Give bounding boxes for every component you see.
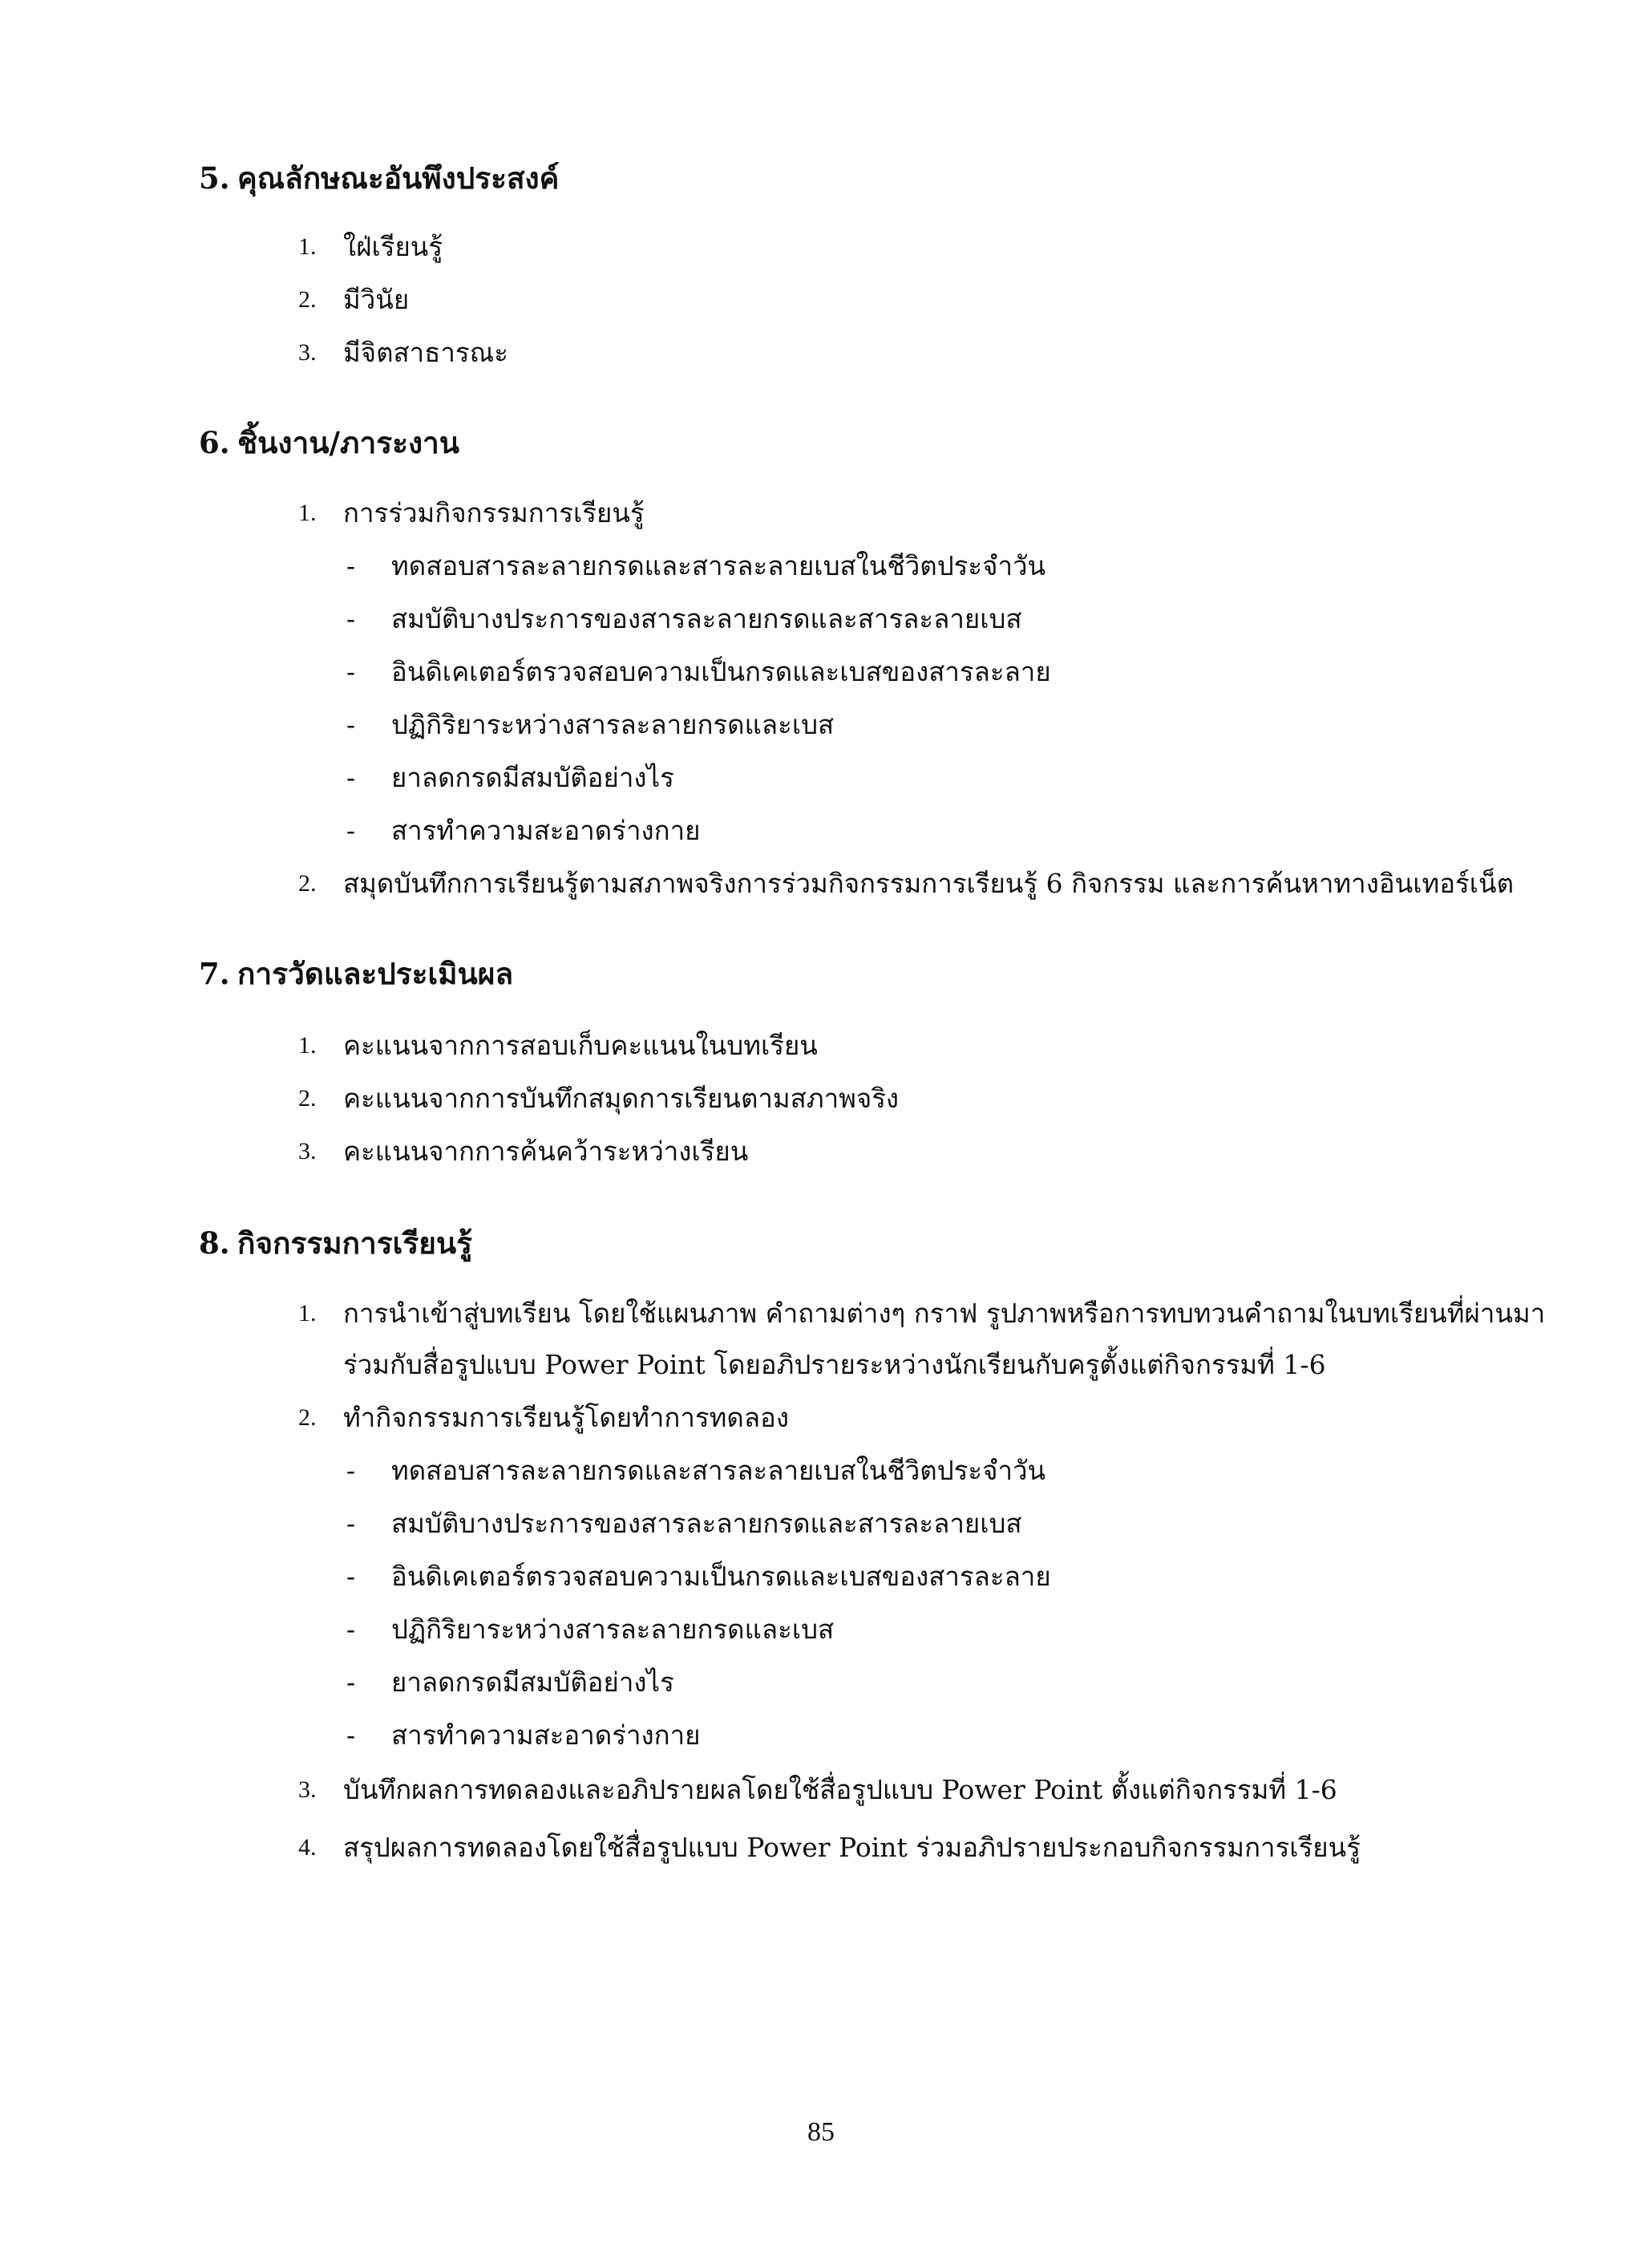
item-number: 3. (298, 339, 317, 366)
dash-bullet: - (346, 709, 356, 740)
dash-bullet: - (346, 762, 356, 793)
section-number: 8. (199, 1225, 230, 1261)
item-number: 1. (298, 1032, 317, 1059)
section-6-heading (199, 423, 459, 462)
item-number: 4. (298, 1834, 317, 1861)
dash-bullet: - (346, 1508, 356, 1539)
item-number: 2. (298, 286, 317, 313)
sub-item-text: สารทำความสะอาดร่างกาย (391, 1719, 701, 1751)
item-number: 1. (298, 233, 317, 260)
page-number: 85 (807, 2117, 835, 2147)
sub-item-text: ยาลดกรดมีสมบัติอย่างไร (391, 762, 674, 793)
dash-bullet: - (346, 550, 356, 581)
section-8-heading (199, 1224, 472, 1262)
item-number: 1. (298, 1300, 317, 1326)
sub-item-text: ปฏิกิริยาระหว่างสารละลายกรดและเบส (391, 709, 835, 740)
section-title: คุณลักษณะอันพึงประสงค์ (237, 160, 560, 196)
item-number: 1. (298, 500, 317, 526)
item-text: มีจิตสาธารณะ (343, 337, 508, 368)
item-text: ทำกิจกรรมการเรียนรู้โดยทำการทดลอง (343, 1402, 789, 1433)
item-text: สมุดบันทึกการเรียนรู้ตามสภาพจริงการร่วมกิจกรรมการเรียนรู้ 6 กิจกรรม และการค้นหาทางอินเทอร์เน็ต (343, 868, 1515, 899)
section-title: ชิ้นงาน/ภาระงาน (237, 425, 460, 460)
dash-bullet: - (346, 1719, 356, 1751)
sub-item-text: อินดิเคเตอร์ตรวจสอบความเป็นกรดและเบสของสารละลาย (391, 656, 1051, 687)
sub-item-text: ยาลดกรดมีสมบัติอย่างไร (391, 1667, 674, 1698)
item-number: 3. (298, 1138, 317, 1164)
section-title: การวัดและประเมินผล (237, 956, 514, 991)
item-text: คะแนนจากการค้นคว้าระหว่างเรียน (343, 1136, 749, 1167)
item-text: คะแนนจากการสอบเก็บคะแนนในบทเรียน (343, 1030, 818, 1061)
section-number: 6. (199, 425, 230, 460)
item-text: คะแนนจากการบันทึกสมุดการเรียนตามสภาพจริง (343, 1083, 900, 1114)
dash-bullet: - (346, 656, 356, 687)
item-number: 2. (298, 1404, 317, 1431)
item-text: บันทึกผลการทดลองและอภิปรายผลโดยใช้สื่อรูปแบบ Power Point ตั้งแต่กิจกรรมที่ 1-6 (343, 1774, 1337, 1805)
dash-bullet: - (346, 1561, 356, 1592)
item-number: 3. (298, 1776, 317, 1803)
section-number: 7. (199, 956, 230, 991)
section-5-heading (199, 159, 559, 197)
item-text: มีวินัย (343, 284, 410, 315)
item-text: สรุปผลการทดลองโดยใช้สื่อรูปแบบ Power Point ร่วมอภิปรายประกอบกิจกรรมการเรียนรู้ (343, 1832, 1361, 1863)
sub-item-text: สารทำความสะอาดร่างกาย (391, 815, 701, 846)
sub-item-text: ทดสอบสารละลายกรดและสารละลายเบสในชีวิตประจำวัน (391, 550, 1046, 581)
sub-item-text: สมบัติบางประการของสารละลายกรดและสารละลายเบส (391, 1508, 1022, 1539)
item-text: ใฝ่เรียนรู้ (343, 231, 443, 262)
section-7-heading (199, 954, 513, 993)
dash-bullet: - (346, 815, 356, 846)
sub-item-text: สมบัติบางประการของสารละลายกรดและสารละลายเบส (391, 603, 1022, 634)
item-text: การนำเข้าสู่บทเรียน โดยใช้แผนภาพ คำถามต่างๆ กราฟ รูปภาพหรือการทบทวนคำถามในบทเรียนที่ผ่านมาร่วมกับสื่อรูปแบบ Power Point โดยอภิปรายระหว่างนักเรียนกับครูตั้งแต่กิจกรรมที่ 1-6 (343, 1298, 1546, 1380)
dash-bullet: - (346, 603, 356, 634)
sub-item-text: ปฏิกิริยาระหว่างสารละลายกรดและเบส (391, 1614, 835, 1645)
dash-bullet: - (346, 1667, 356, 1698)
dash-bullet: - (346, 1455, 356, 1486)
sub-item-text: ทดสอบสารละลายกรดและสารละลายเบสในชีวิตประจำวัน (391, 1455, 1046, 1486)
item-text: การร่วมกิจกรรมการเรียนรู้ (343, 497, 645, 529)
dash-bullet: - (346, 1614, 356, 1645)
item-number: 2. (298, 870, 317, 897)
sub-item-text: อินดิเคเตอร์ตรวจสอบความเป็นกรดและเบสของสารละลาย (391, 1561, 1051, 1592)
section-number: 5. (199, 160, 230, 196)
section-title: กิจกรรมการเรียนรู้ (237, 1225, 473, 1261)
item-number: 2. (298, 1085, 317, 1112)
